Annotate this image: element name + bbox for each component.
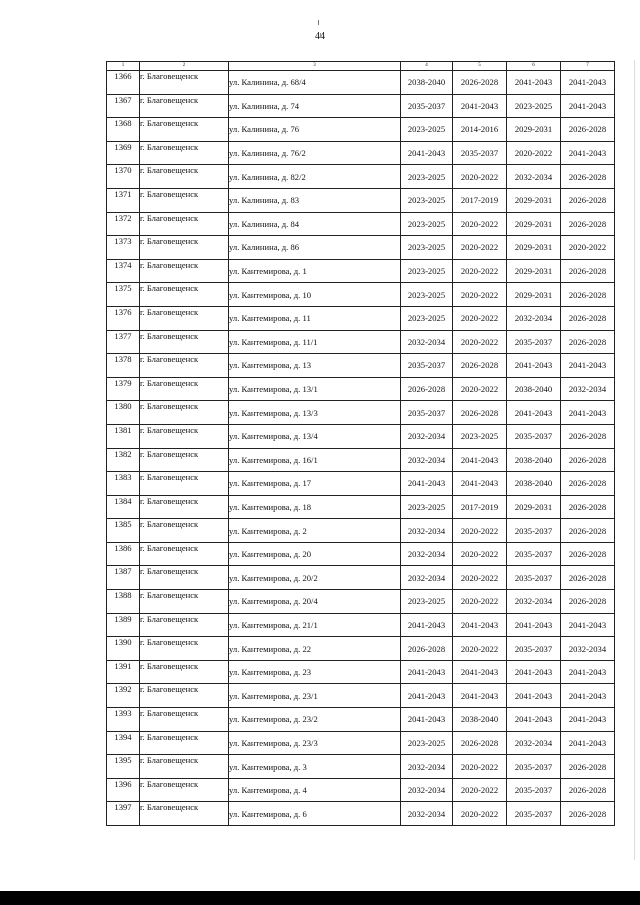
period-cell: 2041-2043 [401, 684, 453, 708]
period-cell: 2020-2022 [453, 236, 507, 260]
table-row [107, 519, 615, 543]
table-row [107, 354, 615, 378]
period-cell: 2020-2022 [453, 755, 507, 779]
period-cell: 2023-2025 [401, 495, 453, 519]
period-cell: 2020-2022 [453, 542, 507, 566]
column-header: 6 [507, 62, 561, 71]
table-row [107, 472, 615, 496]
period-cell: 2029-2031 [507, 212, 561, 236]
period-cell: 2023-2025 [401, 259, 453, 283]
address-cell: ул. Кантемирова, д. 18 [229, 495, 401, 519]
address-cell: ул. Калинина, д. 76/2 [229, 141, 401, 165]
row-number: 1385 [107, 519, 140, 543]
period-cell: 2023-2025 [507, 94, 561, 118]
table-row [107, 755, 615, 779]
column-header: 1 [107, 62, 140, 71]
row-number: 1389 [107, 613, 140, 637]
period-cell: 2020-2022 [453, 802, 507, 826]
period-cell: 2035-2037 [507, 637, 561, 661]
period-cell: 2023-2025 [401, 165, 453, 189]
period-cell: 2029-2031 [507, 283, 561, 307]
period-cell: 2029-2031 [507, 259, 561, 283]
period-cell: 2017-2019 [453, 495, 507, 519]
period-cell: 2035-2037 [453, 141, 507, 165]
period-cell: 2023-2025 [401, 236, 453, 260]
table-row [107, 401, 615, 425]
period-cell: 2020-2022 [561, 236, 615, 260]
period-cell: 2041-2043 [561, 354, 615, 378]
period-cell: 2032-2034 [561, 377, 615, 401]
period-cell: 2020-2022 [453, 259, 507, 283]
address-cell: ул. Калинина, д. 82/2 [229, 165, 401, 189]
city-cell: г. Благовещенск [140, 188, 229, 212]
address-cell: ул. Кантемирова, д. 23/3 [229, 731, 401, 755]
table-row [107, 377, 615, 401]
period-cell: 2026-2028 [561, 495, 615, 519]
address-cell: ул. Калинина, д. 76 [229, 118, 401, 142]
table-row [107, 448, 615, 472]
address-cell: ул. Кантемирова, д. 13 [229, 354, 401, 378]
period-cell: 2026-2028 [561, 778, 615, 802]
address-cell: ул. Кантемирова, д. 2 [229, 519, 401, 543]
period-cell: 2041-2043 [453, 684, 507, 708]
period-cell: 2038-2040 [507, 472, 561, 496]
period-cell: 2035-2037 [507, 778, 561, 802]
city-cell: г. Благовещенск [140, 118, 229, 142]
period-cell: 2032-2034 [401, 566, 453, 590]
row-number: 1394 [107, 731, 140, 755]
table-row [107, 660, 615, 684]
period-cell: 2026-2028 [561, 212, 615, 236]
period-cell: 2026-2028 [561, 306, 615, 330]
period-cell: 2026-2028 [453, 401, 507, 425]
column-number-row [107, 62, 615, 71]
row-number: 1368 [107, 118, 140, 142]
scan-edge-line [634, 60, 635, 860]
address-cell: ул. Кантемирова, д. 20/2 [229, 566, 401, 590]
row-number: 1375 [107, 283, 140, 307]
period-cell: 2014-2016 [453, 118, 507, 142]
period-cell: 2023-2025 [401, 118, 453, 142]
table-row [107, 637, 615, 661]
city-cell: г. Благовещенск [140, 778, 229, 802]
period-cell: 2041-2043 [453, 472, 507, 496]
city-cell: г. Благовещенск [140, 424, 229, 448]
table-row [107, 566, 615, 590]
period-cell: 2029-2031 [507, 118, 561, 142]
city-cell: г. Благовещенск [140, 212, 229, 236]
period-cell: 2032-2034 [507, 306, 561, 330]
period-cell: 2032-2034 [507, 731, 561, 755]
city-cell: г. Благовещенск [140, 472, 229, 496]
period-cell: 2026-2028 [561, 165, 615, 189]
period-cell: 2041-2043 [561, 660, 615, 684]
period-cell: 2029-2031 [507, 495, 561, 519]
period-cell: 2041-2043 [453, 613, 507, 637]
address-cell: ул. Кантемирова, д. 11 [229, 306, 401, 330]
period-cell: 2041-2043 [561, 731, 615, 755]
table-row [107, 495, 615, 519]
address-cell: ул. Кантемирова, д. 3 [229, 755, 401, 779]
period-cell: 2020-2022 [453, 165, 507, 189]
row-number: 1391 [107, 660, 140, 684]
column-header: 4 [401, 62, 453, 71]
row-number: 1372 [107, 212, 140, 236]
period-cell: 2035-2037 [507, 424, 561, 448]
period-cell: 2041-2043 [507, 354, 561, 378]
table-row [107, 165, 615, 189]
table-row [107, 590, 615, 614]
row-number: 1366 [107, 71, 140, 95]
table-row [107, 212, 615, 236]
table-row [107, 141, 615, 165]
period-cell: 2041-2043 [561, 684, 615, 708]
period-cell: 2032-2034 [401, 448, 453, 472]
period-cell: 2026-2028 [401, 377, 453, 401]
period-cell: 2041-2043 [507, 660, 561, 684]
housing-register-table [106, 61, 615, 826]
period-cell: 2020-2022 [453, 590, 507, 614]
table-row [107, 684, 615, 708]
column-header: 3 [229, 62, 401, 71]
address-cell: ул. Кантемирова, д. 4 [229, 778, 401, 802]
period-cell: 2026-2028 [401, 637, 453, 661]
period-cell: 2041-2043 [561, 141, 615, 165]
period-cell: 2041-2043 [401, 472, 453, 496]
address-cell: ул. Калинина, д. 84 [229, 212, 401, 236]
address-cell: ул. Кантемирова, д. 20/4 [229, 590, 401, 614]
period-cell: 2041-2043 [561, 94, 615, 118]
row-number: 1379 [107, 377, 140, 401]
row-number: 1383 [107, 472, 140, 496]
period-cell: 2041-2043 [507, 684, 561, 708]
period-cell: 2026-2028 [453, 354, 507, 378]
address-cell: ул. Калинина, д. 68/4 [229, 71, 401, 95]
table-row [107, 424, 615, 448]
period-cell: 2026-2028 [561, 472, 615, 496]
period-cell: 2023-2025 [401, 188, 453, 212]
period-cell: 2026-2028 [561, 590, 615, 614]
period-cell: 2041-2043 [561, 71, 615, 95]
row-number: 1388 [107, 590, 140, 614]
period-cell: 2041-2043 [561, 708, 615, 732]
address-cell: ул. Кантемирова, д. 13/3 [229, 401, 401, 425]
column-header: 2 [140, 62, 229, 71]
period-cell: 2026-2028 [561, 330, 615, 354]
city-cell: г. Благовещенск [140, 283, 229, 307]
period-cell: 2026-2028 [561, 542, 615, 566]
address-cell: ул. Кантемирова, д. 20 [229, 542, 401, 566]
scan-artifact [318, 20, 319, 25]
period-cell: 2026-2028 [561, 283, 615, 307]
table-row [107, 731, 615, 755]
address-cell: ул. Кантемирова, д. 10 [229, 283, 401, 307]
table-row [107, 330, 615, 354]
row-number: 1381 [107, 424, 140, 448]
period-cell: 2032-2034 [401, 519, 453, 543]
page-number: 44 [315, 31, 325, 42]
period-cell: 2029-2031 [507, 188, 561, 212]
period-cell: 2020-2022 [507, 141, 561, 165]
city-cell: г. Благовещенск [140, 94, 229, 118]
period-cell: 2041-2043 [401, 708, 453, 732]
row-number: 1387 [107, 566, 140, 590]
address-cell: ул. Кантемирова, д. 23/1 [229, 684, 401, 708]
period-cell: 2038-2040 [507, 448, 561, 472]
row-number: 1369 [107, 141, 140, 165]
period-cell: 2023-2025 [401, 590, 453, 614]
city-cell: г. Благовещенск [140, 519, 229, 543]
period-cell: 2035-2037 [507, 542, 561, 566]
period-cell: 2041-2043 [401, 141, 453, 165]
period-cell: 2041-2043 [453, 448, 507, 472]
column-header: 7 [561, 62, 615, 71]
period-cell: 2041-2043 [507, 613, 561, 637]
table-row [107, 188, 615, 212]
period-cell: 2035-2037 [401, 94, 453, 118]
city-cell: г. Благовещенск [140, 684, 229, 708]
city-cell: г. Благовещенск [140, 377, 229, 401]
row-number: 1371 [107, 188, 140, 212]
period-cell: 2038-2040 [507, 377, 561, 401]
period-cell: 2020-2022 [453, 566, 507, 590]
period-cell: 2026-2028 [453, 731, 507, 755]
table-row [107, 778, 615, 802]
row-number: 1378 [107, 354, 140, 378]
period-cell: 2032-2034 [401, 330, 453, 354]
period-cell: 2032-2034 [561, 637, 615, 661]
table-row [107, 94, 615, 118]
table-row [107, 259, 615, 283]
city-cell: г. Благовещенск [140, 330, 229, 354]
table-row [107, 236, 615, 260]
address-cell: ул. Кантемирова, д. 1 [229, 259, 401, 283]
period-cell: 2041-2043 [401, 660, 453, 684]
row-number: 1392 [107, 684, 140, 708]
period-cell: 2020-2022 [453, 519, 507, 543]
address-cell: ул. Кантемирова, д. 22 [229, 637, 401, 661]
period-cell: 2026-2028 [561, 566, 615, 590]
table-row [107, 708, 615, 732]
table-row [107, 802, 615, 826]
row-number: 1396 [107, 778, 140, 802]
city-cell: г. Благовещенск [140, 637, 229, 661]
city-cell: г. Благовещенск [140, 165, 229, 189]
period-cell: 2041-2043 [453, 660, 507, 684]
city-cell: г. Благовещенск [140, 590, 229, 614]
table-row [107, 613, 615, 637]
city-cell: г. Благовещенск [140, 495, 229, 519]
period-cell: 2026-2028 [561, 424, 615, 448]
period-cell: 2041-2043 [561, 401, 615, 425]
period-cell: 2035-2037 [507, 566, 561, 590]
city-cell: г. Благовещенск [140, 236, 229, 260]
period-cell: 2020-2022 [453, 330, 507, 354]
address-cell: ул. Калинина, д. 86 [229, 236, 401, 260]
city-cell: г. Благовещенск [140, 401, 229, 425]
period-cell: 2032-2034 [401, 778, 453, 802]
scan-bottom-edge [0, 891, 640, 905]
city-cell: г. Благовещенск [140, 708, 229, 732]
table-row [107, 283, 615, 307]
period-cell: 2035-2037 [507, 519, 561, 543]
row-number: 1386 [107, 542, 140, 566]
row-number: 1382 [107, 448, 140, 472]
city-cell: г. Благовещенск [140, 660, 229, 684]
address-cell: ул. Кантемирова, д. 23 [229, 660, 401, 684]
period-cell: 2026-2028 [561, 188, 615, 212]
period-cell: 2032-2034 [507, 165, 561, 189]
address-cell: ул. Кантемирова, д. 11/1 [229, 330, 401, 354]
address-cell: ул. Калинина, д. 74 [229, 94, 401, 118]
row-number: 1374 [107, 259, 140, 283]
city-cell: г. Благовещенск [140, 731, 229, 755]
period-cell: 2032-2034 [401, 424, 453, 448]
city-cell: г. Благовещенск [140, 71, 229, 95]
address-cell: ул. Кантемирова, д. 6 [229, 802, 401, 826]
row-number: 1377 [107, 330, 140, 354]
city-cell: г. Благовещенск [140, 755, 229, 779]
city-cell: г. Благовещенск [140, 448, 229, 472]
period-cell: 2032-2034 [401, 542, 453, 566]
city-cell: г. Благовещенск [140, 259, 229, 283]
period-cell: 2020-2022 [453, 637, 507, 661]
row-number: 1390 [107, 637, 140, 661]
period-cell: 2041-2043 [401, 613, 453, 637]
address-cell: ул. Калинина, д. 83 [229, 188, 401, 212]
period-cell: 2035-2037 [401, 401, 453, 425]
period-cell: 2023-2025 [401, 283, 453, 307]
city-cell: г. Благовещенск [140, 613, 229, 637]
period-cell: 2023-2025 [401, 212, 453, 236]
period-cell: 2038-2040 [453, 708, 507, 732]
row-number: 1376 [107, 306, 140, 330]
period-cell: 2026-2028 [561, 755, 615, 779]
period-cell: 2020-2022 [453, 377, 507, 401]
table-row [107, 71, 615, 95]
period-cell: 2020-2022 [453, 283, 507, 307]
period-cell: 2041-2043 [507, 71, 561, 95]
address-cell: ул. Кантемирова, д. 16/1 [229, 448, 401, 472]
city-cell: г. Благовещенск [140, 566, 229, 590]
city-cell: г. Благовещенск [140, 354, 229, 378]
period-cell: 2032-2034 [507, 590, 561, 614]
city-cell: г. Благовещенск [140, 306, 229, 330]
period-cell: 2020-2022 [453, 306, 507, 330]
period-cell: 2041-2043 [507, 708, 561, 732]
address-cell: ул. Кантемирова, д. 13/1 [229, 377, 401, 401]
period-cell: 2041-2043 [561, 613, 615, 637]
period-cell: 2023-2025 [401, 731, 453, 755]
period-cell: 2032-2034 [401, 755, 453, 779]
table-body [107, 71, 615, 826]
period-cell: 2026-2028 [561, 448, 615, 472]
row-number: 1395 [107, 755, 140, 779]
row-number: 1370 [107, 165, 140, 189]
table-row [107, 306, 615, 330]
period-cell: 2035-2037 [507, 802, 561, 826]
table-row [107, 542, 615, 566]
period-cell: 2026-2028 [561, 802, 615, 826]
period-cell: 2023-2025 [453, 424, 507, 448]
period-cell: 2026-2028 [561, 519, 615, 543]
period-cell: 2041-2043 [507, 401, 561, 425]
address-cell: ул. Кантемирова, д. 17 [229, 472, 401, 496]
address-cell: ул. Кантемирова, д. 13/4 [229, 424, 401, 448]
period-cell: 2035-2037 [507, 755, 561, 779]
period-cell: 2026-2028 [561, 118, 615, 142]
period-cell: 2023-2025 [401, 306, 453, 330]
period-cell: 2020-2022 [453, 778, 507, 802]
period-cell: 2032-2034 [401, 802, 453, 826]
city-cell: г. Благовещенск [140, 542, 229, 566]
period-cell: 2020-2022 [453, 212, 507, 236]
period-cell: 2035-2037 [507, 330, 561, 354]
column-header: 5 [453, 62, 507, 71]
row-number: 1380 [107, 401, 140, 425]
row-number: 1384 [107, 495, 140, 519]
period-cell: 2026-2028 [561, 259, 615, 283]
address-cell: ул. Кантемирова, д. 23/2 [229, 708, 401, 732]
row-number: 1397 [107, 802, 140, 826]
period-cell: 2029-2031 [507, 236, 561, 260]
period-cell: 2017-2019 [453, 188, 507, 212]
city-cell: г. Благовещенск [140, 802, 229, 826]
table-row [107, 118, 615, 142]
row-number: 1367 [107, 94, 140, 118]
row-number: 1373 [107, 236, 140, 260]
period-cell: 2035-2037 [401, 354, 453, 378]
period-cell: 2026-2028 [453, 71, 507, 95]
address-cell: ул. Кантемирова, д. 21/1 [229, 613, 401, 637]
row-number: 1393 [107, 708, 140, 732]
period-cell: 2038-2040 [401, 71, 453, 95]
period-cell: 2041-2043 [453, 94, 507, 118]
city-cell: г. Благовещенск [140, 141, 229, 165]
